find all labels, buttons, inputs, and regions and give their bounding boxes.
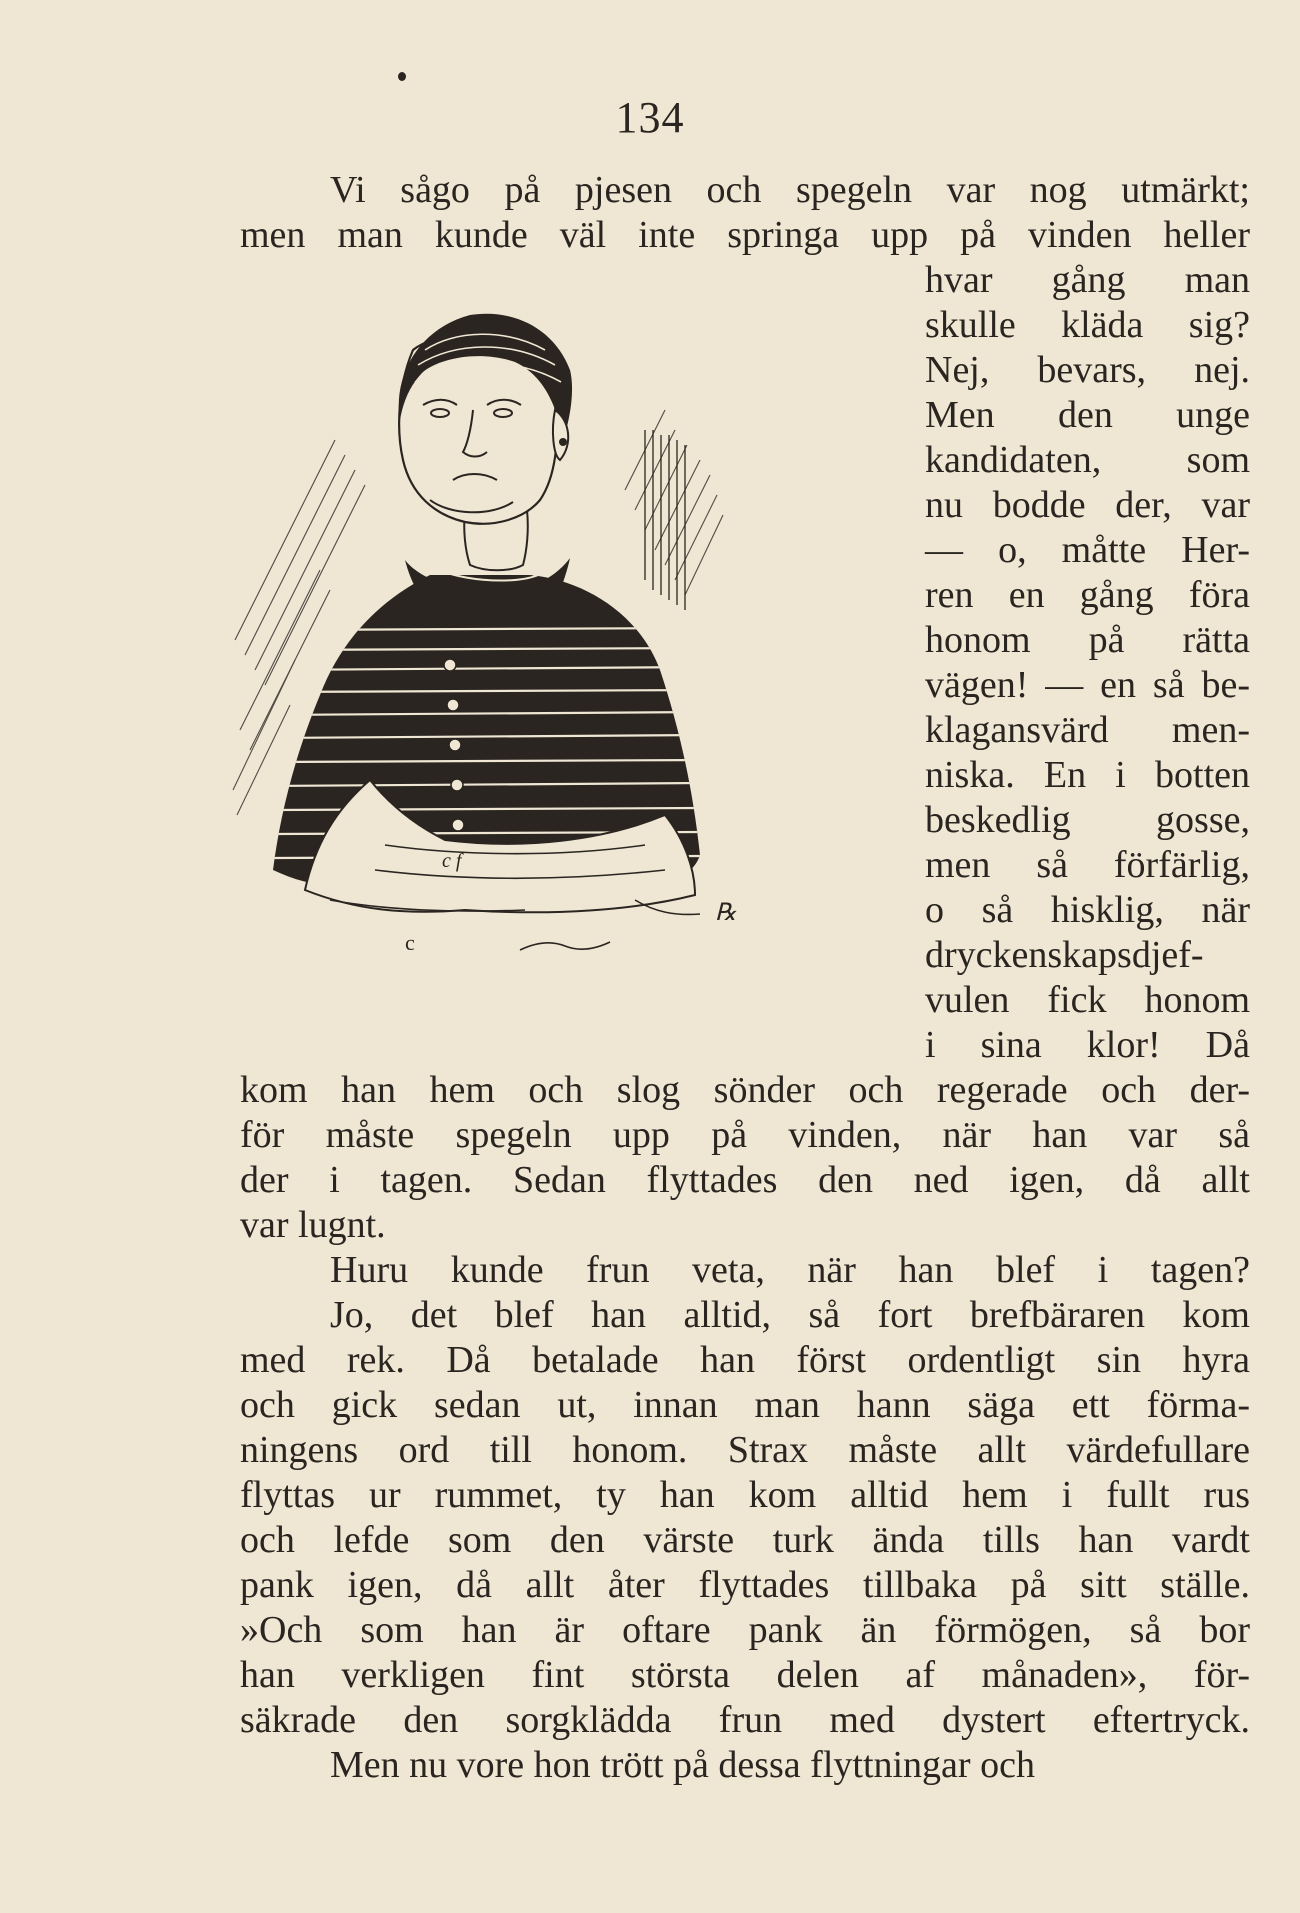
text-line: o så hisklig, när [925, 889, 1250, 931]
svg-text:c: c [405, 930, 415, 955]
svg-text:c f: c f [442, 850, 462, 872]
text-line: dryckenskapsdjef- [925, 934, 1204, 976]
text-line: niska. En i botten [925, 754, 1250, 796]
text-line: han verkligen fint största delen af månaden», för- [240, 1654, 1250, 1696]
text-line: der i tagen. Sedan flyttades den ned igen, då allt [240, 1159, 1250, 1201]
text-line: ningens ord till honom. Strax måste allt värdefullare [240, 1429, 1250, 1471]
text-line: klagansvärd men- [925, 709, 1250, 751]
text-line: Huru kunde frun veta, när han blef i tagen? [330, 1249, 1250, 1291]
text-line: men så förfärlig, [925, 844, 1250, 886]
text-line: Jo, det blef han alltid, så fort brefbäraren kom [330, 1294, 1250, 1336]
text-line: flyttas ur rummet, ty han kom alltid hem i fullt rus [240, 1474, 1250, 1516]
text-line: ren en gång föra [925, 574, 1250, 616]
text-line: och gick sedan ut, innan man hann säga ett förma- [240, 1384, 1250, 1426]
text-line: — o, måtte Her- [925, 529, 1250, 571]
page-number: 134 [615, 93, 685, 142]
text-line: hvar gång man [925, 259, 1250, 301]
text-line: Men den unge [925, 394, 1250, 436]
text-line: pank igen, då allt åter flyttades tillbaka på sitt ställe. [240, 1564, 1250, 1606]
text-line: vulen fick honom [925, 979, 1250, 1021]
text-line: med rek. Då betalade han först ordentligt sin hyra [240, 1339, 1250, 1381]
text-line: honom på rätta [925, 619, 1250, 661]
text-line: »Och som han är oftare pank än förmögen, så bor [240, 1609, 1250, 1651]
text-line: Vi sågo på pjesen och spegeln var nog utmärkt; [330, 169, 1250, 211]
text-line: Men nu vore hon trött på dessa flyttningar och [330, 1744, 1035, 1786]
text-line: skulle kläda sig? [925, 304, 1250, 346]
text-line: var lugnt. [240, 1204, 386, 1246]
svg-text:℞: ℞ [715, 900, 737, 926]
text-line: i sina klor! Då [925, 1024, 1250, 1066]
ink-speck [398, 72, 406, 81]
text-line: säkrade den sorgklädda frun med dystert eftertryck. [240, 1699, 1250, 1741]
text-line: nu bodde der, var [925, 484, 1250, 526]
illustration-seated-woman [225, 310, 895, 1030]
text-line: och lefde som den värste turk ända tills han vardt [240, 1519, 1250, 1561]
text-line: för måste spegeln upp på vinden, när han var så [240, 1114, 1250, 1156]
text-line: vägen! — en så be- [925, 664, 1250, 706]
text-line: Nej, bevars, nej. [925, 349, 1250, 391]
text-line: beskedlig gosse, [925, 799, 1250, 841]
text-line: kandidaten, som [925, 439, 1250, 481]
text-line: kom han hem och slog sönder och regerade och der- [240, 1069, 1250, 1111]
text-line: men man kunde väl inte springa upp på vinden heller [240, 214, 1250, 256]
